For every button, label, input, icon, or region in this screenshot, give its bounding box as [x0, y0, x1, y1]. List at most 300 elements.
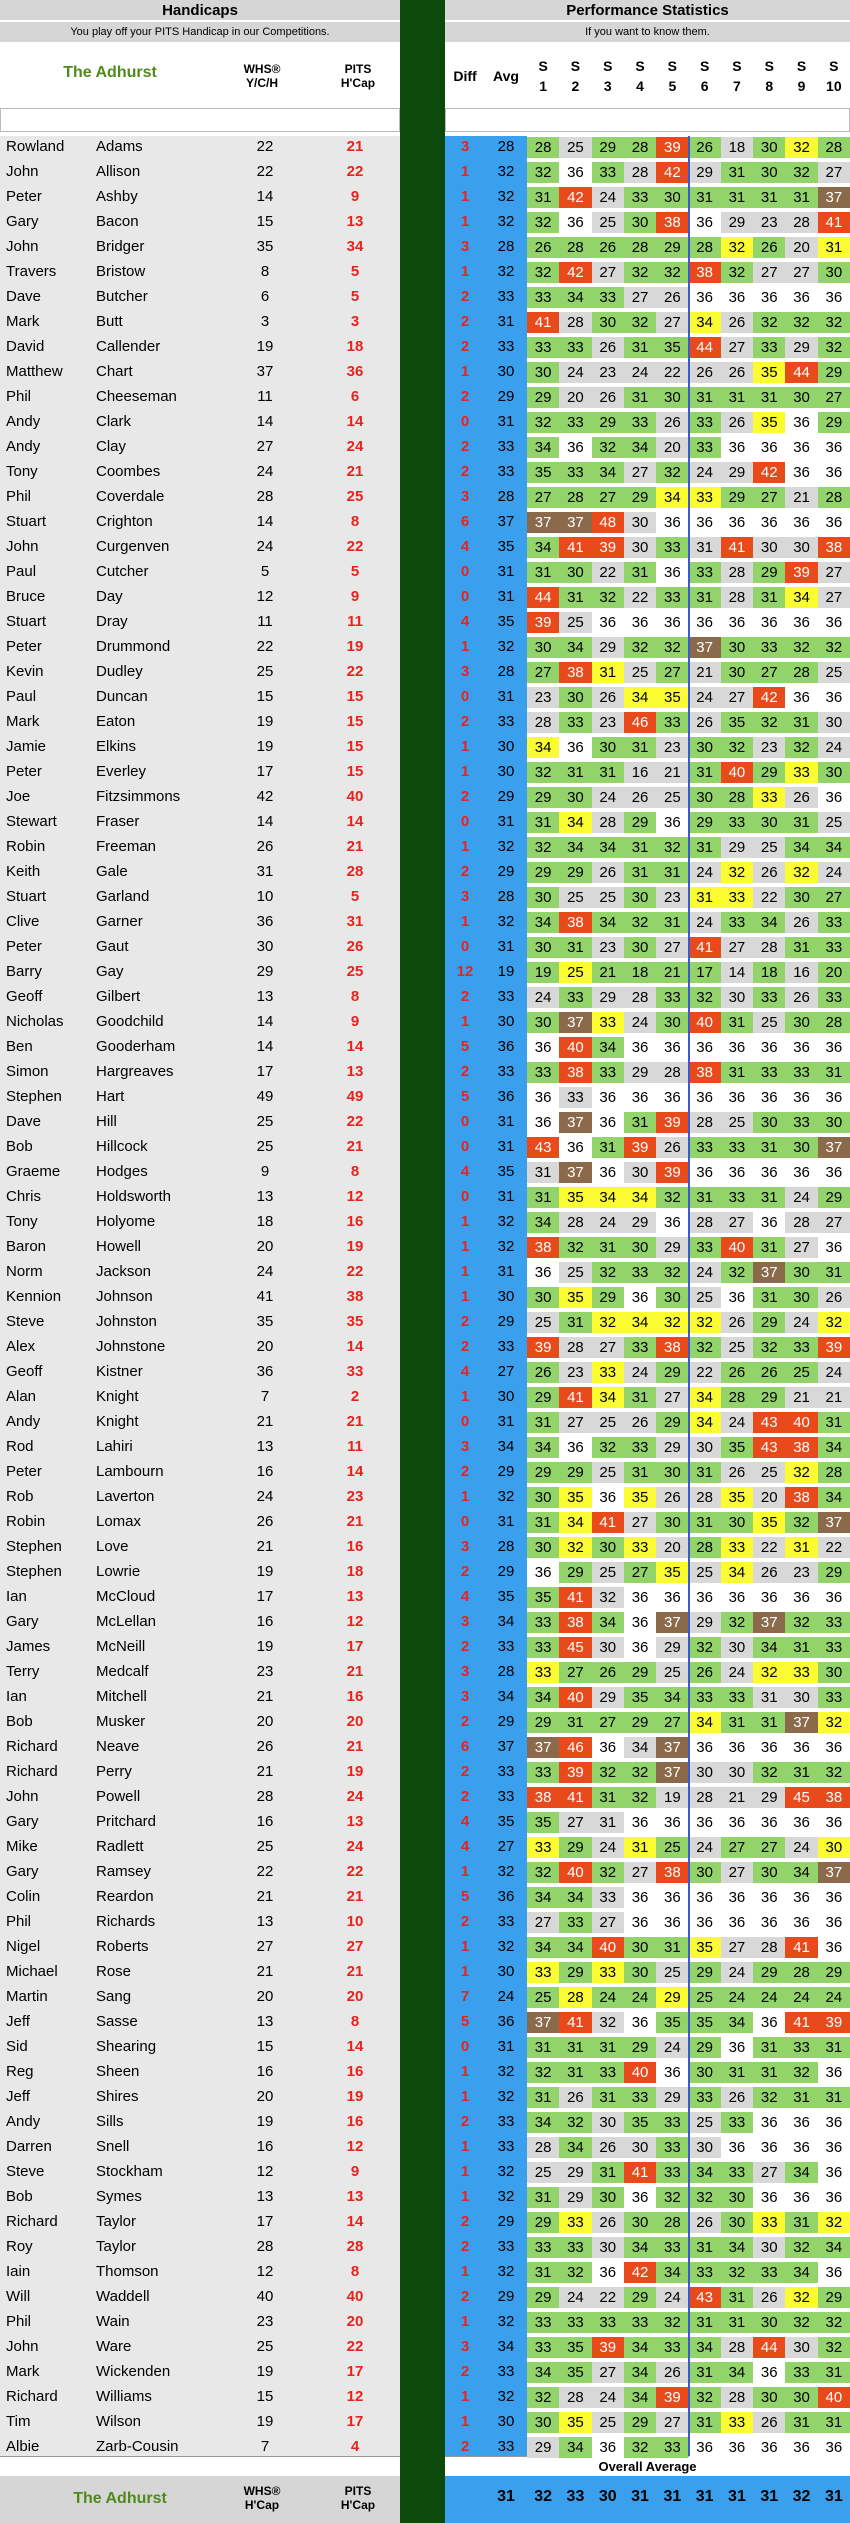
score-cell: 29: [527, 862, 559, 883]
score-cell: 36: [818, 2187, 850, 2208]
pits-handicap: 8: [350, 2013, 360, 2030]
score-cell: 25: [689, 1287, 721, 1308]
pits-handicap: 6: [350, 388, 360, 405]
player-first-name: Peter: [6, 938, 42, 955]
pits-handicap: 22: [346, 1863, 364, 1880]
footer-score: 30: [598, 2488, 617, 2505]
diff-value: 1: [460, 188, 470, 205]
score-cell: 32: [785, 162, 817, 183]
player-last-name: Roberts: [96, 1938, 149, 1955]
avg-value: 34: [497, 1438, 515, 1455]
score-cell: 33: [624, 2312, 656, 2333]
score-cell: 25: [592, 1562, 624, 1583]
pits-handicap: 22: [346, 163, 364, 180]
diff-value: 0: [460, 938, 470, 955]
score-cell: 31: [689, 2312, 721, 2333]
pits-handicap: 25: [346, 963, 364, 980]
score-cell: 26: [656, 412, 688, 433]
score-cell: 28: [624, 162, 656, 183]
score-cell: 16: [785, 962, 817, 983]
player-last-name: Coverdale: [96, 488, 165, 505]
score-cell: 27: [656, 312, 688, 333]
score-cell: 29: [527, 2212, 559, 2233]
score-cell: 32: [592, 2012, 624, 2033]
score-cell: 31: [721, 2312, 753, 2333]
score-cell: 31: [527, 562, 559, 583]
score-cell: 25: [592, 1412, 624, 1433]
score-cell: 34: [753, 1637, 785, 1658]
footer-score: 32: [792, 2488, 811, 2505]
score-cell: 40: [689, 1012, 721, 1033]
score-cell: 38: [559, 1062, 591, 1083]
score-cell: 33: [818, 1687, 850, 1708]
player-first-name: Stuart: [6, 888, 47, 905]
score-cell: 33: [721, 2112, 753, 2133]
score-cell: 36: [818, 1087, 850, 1108]
score-cell: 28: [689, 1112, 721, 1133]
score-cell: 32: [624, 637, 656, 658]
score-cell: 37: [656, 1737, 688, 1758]
score-cell: 27: [818, 587, 850, 608]
avg-value: 31: [497, 688, 515, 705]
player-last-name: Rose: [96, 1963, 132, 1980]
score-cell: 30: [624, 937, 656, 958]
player-first-name: Kevin: [6, 663, 44, 680]
score-cell: 33: [656, 2137, 688, 2158]
score-cell: 33: [753, 787, 785, 808]
score-cell: 34: [592, 1612, 624, 1633]
diff-value: 1: [460, 2263, 470, 2280]
score-cell: 29: [818, 2287, 850, 2308]
whs-handicap: 14: [256, 813, 274, 830]
score-cell: 33: [753, 2212, 785, 2233]
score-cell: 33: [721, 812, 753, 833]
score-cell: 36: [753, 1812, 785, 1833]
score-cell: 31: [689, 187, 721, 208]
diff-value: 1: [460, 2163, 470, 2180]
pits-handicap: 9: [350, 1013, 360, 1030]
score-cell: 31: [527, 187, 559, 208]
score-cell: 36: [656, 1037, 688, 1058]
score-cell: 36: [818, 1937, 850, 1958]
score-cell: 28: [721, 787, 753, 808]
score-header-s: S: [732, 58, 742, 74]
score-cell: 32: [559, 1537, 591, 1558]
score-cell: 31: [689, 387, 721, 408]
score-cell: 36: [785, 1737, 817, 1758]
score-cell: 33: [559, 2212, 591, 2233]
diff-value: 1: [460, 1013, 470, 1030]
score-cell: 31: [689, 762, 721, 783]
score-cell: 39: [656, 137, 688, 158]
player-first-name: Richard: [6, 2213, 58, 2230]
player-last-name: Bridger: [96, 238, 145, 255]
score-cell: 33: [689, 487, 721, 508]
score-cell: 26: [656, 1137, 688, 1158]
score-cell: 30: [592, 1637, 624, 1658]
score-cell: 36: [559, 1437, 591, 1458]
score-cell: 26: [753, 2287, 785, 2308]
score-cell: 37: [818, 1137, 850, 1158]
score-cell: 37: [527, 1737, 559, 1758]
score-cell: 36: [721, 1887, 753, 1908]
score-cell: 26: [592, 237, 624, 258]
whs-handicap: 26: [256, 838, 274, 855]
avg-value: 29: [497, 388, 515, 405]
score-cell: 29: [559, 862, 591, 883]
score-cell: 26: [689, 712, 721, 733]
score-cell: 27: [624, 462, 656, 483]
handicaps-subtitle: You play off your PITS Handicap in our Competitions.: [0, 22, 400, 42]
score-cell: 34: [527, 537, 559, 558]
score-cell: 34: [785, 587, 817, 608]
score-cell: 27: [753, 662, 785, 683]
diff-value: 1: [460, 1863, 470, 1880]
score-cell: 28: [785, 1212, 817, 1233]
score-cell: 27: [656, 1712, 688, 1733]
score-cell: 33: [527, 1637, 559, 1658]
score-cell: 33: [527, 1062, 559, 1083]
score-cell: 32: [818, 312, 850, 333]
score-cell: 34: [559, 287, 591, 308]
score-cell: 39: [785, 562, 817, 583]
score-cell: 31: [559, 1312, 591, 1333]
whs-handicap: 19: [256, 738, 274, 755]
score-cell: 34: [818, 2237, 850, 2258]
whs-handicap: 40: [256, 2288, 274, 2305]
score-cell: 32: [689, 987, 721, 1008]
whs-handicap: 21: [256, 1538, 274, 1555]
score-cell: 28: [721, 2387, 753, 2408]
avg-value: 33: [497, 988, 515, 1005]
score-cell: 32: [592, 437, 624, 458]
player-first-name: Rob: [6, 1488, 34, 1505]
avg-value: 30: [497, 1388, 515, 1405]
score-cell: 33: [656, 2112, 688, 2133]
player-first-name: Richard: [6, 1763, 58, 1780]
score-cell: 36: [592, 612, 624, 633]
player-first-name: Norm: [6, 1263, 43, 1280]
score-cell: 31: [527, 2037, 559, 2058]
pits-handicap: 9: [350, 588, 360, 605]
score-cell: 36: [656, 612, 688, 633]
player-first-name: James: [6, 1638, 51, 1655]
avg-value: 33: [497, 1638, 515, 1655]
score-cell: 29: [753, 1312, 785, 1333]
diff-value: 1: [460, 1938, 470, 1955]
avg-value: 33: [497, 1763, 515, 1780]
score-cell: 32: [785, 737, 817, 758]
score-cell: 30: [721, 2212, 753, 2233]
score-divider: [688, 136, 690, 2456]
score-cell: 35: [559, 2362, 591, 2383]
score-cell: 18: [624, 962, 656, 983]
score-header-2: [559, 56, 591, 96]
whs-handicap: 16: [256, 1463, 274, 1480]
whs-handicap: 24: [256, 1263, 274, 1280]
score-cell: 33: [656, 2237, 688, 2258]
score-cell: 36: [624, 1812, 656, 1833]
score-cell: 26: [592, 337, 624, 358]
pits-handicap: 21: [346, 1413, 364, 1430]
score-cell: 36: [785, 2187, 817, 2208]
score-cell: 36: [818, 287, 850, 308]
player-last-name: Ashby: [96, 188, 138, 205]
score-cell: 36: [753, 512, 785, 533]
score-cell: 28: [624, 237, 656, 258]
diff-value: 2: [460, 2238, 470, 2255]
score-cell: 31: [624, 387, 656, 408]
score-cell: 25: [689, 1987, 721, 2008]
score-cell: 45: [559, 1637, 591, 1658]
pits-handicap: 12: [346, 1613, 364, 1630]
whs-handicap: 19: [256, 1563, 274, 1580]
score-cell: 26: [689, 362, 721, 383]
score-cell: 39: [527, 1337, 559, 1358]
diff-value: 2: [460, 1638, 470, 1655]
player-first-name: Dave: [6, 288, 42, 305]
score-cell: 34: [656, 1687, 688, 1708]
score-cell: 29: [656, 1987, 688, 2008]
score-cell: 36: [527, 1087, 559, 1108]
avg-value: 33: [497, 1063, 515, 1080]
score-cell: 30: [656, 187, 688, 208]
player-last-name: Jackson: [96, 1263, 152, 1280]
player-first-name: Graeme: [6, 1163, 61, 1180]
score-cell: 36: [689, 1912, 721, 1933]
score-cell: 26: [689, 2212, 721, 2233]
avg-value: 29: [497, 1563, 515, 1580]
diff-value: 3: [460, 138, 470, 155]
score-cell: 21: [656, 962, 688, 983]
score-cell: 36: [689, 1162, 721, 1183]
player-last-name: Duncan: [96, 688, 148, 705]
avg-value: 31: [497, 1413, 515, 1430]
score-cell: 25: [559, 612, 591, 633]
player-first-name: Robin: [6, 1513, 46, 1530]
score-cell: 27: [592, 1712, 624, 1733]
score-cell: 27: [527, 487, 559, 508]
diff-value: 3: [460, 488, 470, 505]
score-cell: 24: [689, 862, 721, 883]
player-first-name: Stephen: [6, 1538, 62, 1555]
score-cell: 29: [592, 637, 624, 658]
score-cell: 31: [527, 812, 559, 833]
whs-handicap: 22: [256, 138, 274, 155]
diff-value: 2: [460, 863, 470, 880]
score-cell: 26: [624, 1412, 656, 1433]
score-cell: 36: [656, 1087, 688, 1108]
score-cell: 24: [624, 1362, 656, 1383]
score-cell: 27: [624, 1562, 656, 1583]
score-cell: 32: [689, 1337, 721, 1358]
score-cell: 25: [656, 1962, 688, 1983]
score-cell: 36: [818, 1587, 850, 1608]
whs-handicap: 19: [256, 338, 274, 355]
score-cell: 30: [527, 1287, 559, 1308]
score-cell: 36: [656, 1912, 688, 1933]
avg-value: 27: [497, 1838, 515, 1855]
score-cell: 34: [559, 812, 591, 833]
score-cell: 30: [527, 937, 559, 958]
score-cell: 31: [785, 187, 817, 208]
score-cell: 25: [753, 837, 785, 858]
diff-value: 0: [460, 563, 470, 580]
score-cell: 38: [785, 1437, 817, 1458]
whs-handicap: 22: [256, 1863, 274, 1880]
player-last-name: Shearing: [96, 2038, 157, 2055]
player-last-name: Howell: [96, 1238, 142, 1255]
player-first-name: Will: [6, 2288, 31, 2305]
score-cell: 30: [559, 562, 591, 583]
score-cell: 33: [656, 987, 688, 1008]
pits-handicap: 14: [346, 1038, 364, 1055]
score-cell: 33: [689, 1237, 721, 1258]
score-cell: 26: [721, 312, 753, 333]
score-cell: 36: [721, 612, 753, 633]
pits-handicap: 35: [346, 1313, 364, 1330]
avg-value: 31: [497, 563, 515, 580]
score-cell: 28: [785, 212, 817, 233]
score-header-s: S: [667, 58, 677, 74]
score-cell: 36: [721, 1037, 753, 1058]
pits-handicap: 17: [346, 2363, 364, 2380]
pits-handicap: 18: [346, 1563, 364, 1580]
score-cell: 30: [785, 1262, 817, 1283]
score-cell: 38: [656, 1337, 688, 1358]
player-first-name: Colin: [6, 1888, 41, 1905]
player-last-name: Williams: [96, 2388, 152, 2405]
avg-value: 32: [497, 2163, 515, 2180]
score-cell: 44: [785, 362, 817, 383]
pits-handicap: 15: [346, 713, 364, 730]
pits-handicap: 17: [346, 1638, 364, 1655]
pits-handicap: 22: [346, 663, 364, 680]
score-cell: 32: [818, 1762, 850, 1783]
score-cell: 25: [527, 1312, 559, 1333]
score-cell: 40: [785, 1412, 817, 1433]
diff-value: 2: [460, 1763, 470, 1780]
whs-handicap: 13: [256, 1188, 274, 1205]
score-cell: 38: [559, 912, 591, 933]
player-first-name: Iain: [6, 2263, 31, 2280]
score-cell: 36: [785, 1812, 817, 1833]
score-cell: 34: [624, 2237, 656, 2258]
score-cell: 32: [785, 137, 817, 158]
score-cell: 36: [753, 612, 785, 633]
score-cell: 22: [592, 562, 624, 583]
score-cell: 29: [753, 1787, 785, 1808]
score-cell: 34: [785, 1862, 817, 1883]
player-last-name: Dudley: [96, 663, 143, 680]
score-cell: 26: [527, 1362, 559, 1383]
score-cell: 28: [721, 1387, 753, 1408]
pits-handicap: 14: [346, 2038, 364, 2055]
score-cell: 25: [527, 1987, 559, 2008]
score-cell: 28: [785, 1962, 817, 1983]
player-last-name: Adams: [96, 138, 143, 155]
avg-value: 33: [497, 2138, 515, 2155]
score-cell: 33: [592, 1062, 624, 1083]
score-cell: 18: [721, 137, 753, 158]
diff-value: 1: [460, 1288, 470, 1305]
score-cell: 24: [656, 2037, 688, 2058]
whs-handicap: 19: [256, 713, 274, 730]
score-cell: 30: [721, 1762, 753, 1783]
pits-handicap: 8: [350, 988, 360, 1005]
pits-handicap: 8: [350, 2263, 360, 2280]
score-cell: 40: [721, 1237, 753, 1258]
score-cell: 34: [721, 2362, 753, 2383]
diff-value: 2: [460, 2213, 470, 2230]
pits-handicap: 33: [346, 1363, 364, 1380]
score-cell: 35: [689, 1937, 721, 1958]
score-cell: 36: [689, 212, 721, 233]
player-last-name: Knight: [96, 1413, 139, 1430]
score-cell: 30: [753, 162, 785, 183]
score-cell: 27: [818, 162, 850, 183]
diff-value: 0: [460, 2038, 470, 2055]
player-last-name: Dray: [96, 613, 128, 630]
score-cell: 29: [624, 487, 656, 508]
score-cell: 28: [753, 937, 785, 958]
player-first-name: Gary: [6, 1613, 39, 1630]
score-cell: 29: [818, 1562, 850, 1583]
score-cell: 42: [753, 687, 785, 708]
score-cell: 31: [592, 662, 624, 683]
score-cell: 40: [818, 2387, 850, 2408]
score-cell: 35: [559, 1487, 591, 1508]
score-cell: 35: [753, 362, 785, 383]
whs-handicap: 15: [256, 2388, 274, 2405]
score-cell: 34: [559, 837, 591, 858]
score-cell: 35: [753, 1512, 785, 1533]
score-cell: 30: [592, 737, 624, 758]
avg-value: 32: [497, 913, 515, 930]
player-last-name: Clay: [96, 438, 127, 455]
score-cell: 36: [527, 1037, 559, 1058]
score-cell: 33: [624, 2087, 656, 2108]
score-cell: 39: [559, 1762, 591, 1783]
stats-title: Performance Statistics: [445, 0, 850, 20]
score-cell: 27: [721, 1862, 753, 1883]
whs-handicap: 7: [260, 2438, 270, 2455]
score-cell: 19: [527, 962, 559, 983]
pits-handicap: 19: [346, 1763, 364, 1780]
score-cell: 32: [624, 1787, 656, 1808]
player-first-name: Rod: [6, 1438, 34, 1455]
player-last-name: Butt: [96, 313, 123, 330]
whs-handicap: 5: [260, 563, 270, 580]
pits-handicap: 36: [346, 363, 364, 380]
score-cell: 25: [559, 137, 591, 158]
score-cell: 44: [689, 337, 721, 358]
score-cell: 36: [527, 1562, 559, 1583]
score-cell: 31: [527, 1512, 559, 1533]
score-header-s: S: [538, 58, 548, 74]
whs-handicap: 17: [256, 1588, 274, 1605]
footer-spacer: [0, 2456, 400, 2476]
whs-handicap: 35: [256, 238, 274, 255]
score-cell: 32: [527, 412, 559, 433]
score-cell: 36: [721, 1912, 753, 1933]
score-header-number: 9: [797, 78, 806, 94]
score-cell: 31: [753, 1137, 785, 1158]
whs-handicap: 36: [256, 1363, 274, 1380]
score-cell: 33: [721, 2412, 753, 2433]
score-cell: 32: [559, 2112, 591, 2133]
diff-value: 1: [460, 1963, 470, 1980]
